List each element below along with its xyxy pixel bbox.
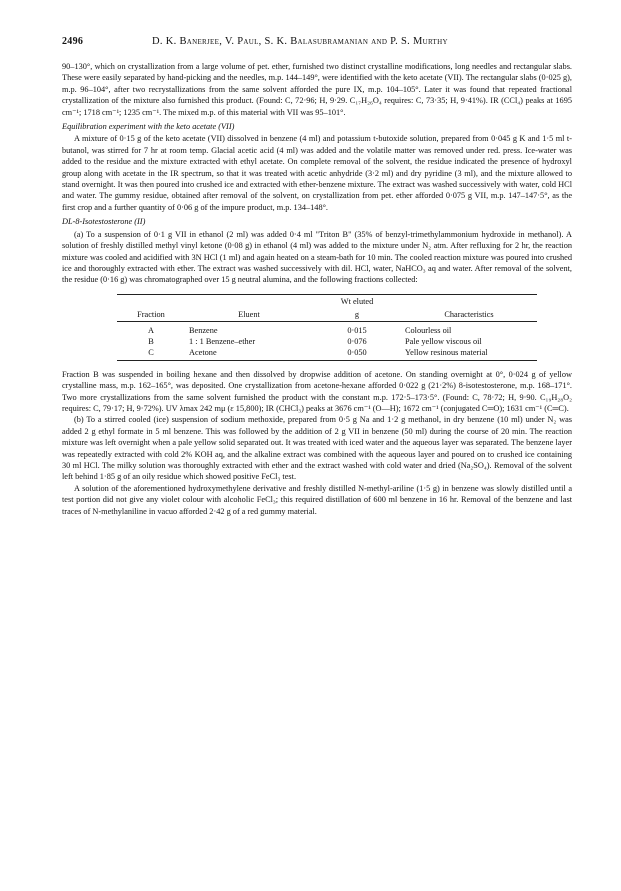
paragraph-continuation: 90–130°, which on crystallization from a large volume of pet. ether, furnished two distinct crystalline modifications, long needles and rectangular slabs. These were easily separated by hand-picking and the needles, m.p. 144–149°, were identified with the keto acetate (VII). The rectangular slabs (0·025 g), m.p. 96–104°, after two recrystallizations from the same solvent afforded the pure IX, m.p. 104–105°. Later it was found that repeated fractional crystallization of the mixture also furnished this product. (Found: C, 72·96; H, 9·29. C₁₇H₂₆O₄ requires: C, 73·35; H, 9·41%). IR (CCl₄) peaks at 1695 cm⁻¹; 1718 cm⁻¹; 1235 cm⁻¹. The mixed m.p. of this material with VII was 95–101°. — [62, 62, 572, 117]
paragraph-equilibration: A mixture of 0·15 g of the keto acetate (VII) dissolved in benzene (4 ml) and potassium t-butoxide solution, prepared from 0·045 g K and 1·5 ml t-butanol, was stirred for 7 hr at room temp. Glacial acetic acid (4 ml) was added and the volatile matter was removed under red. press. Ice-water was added to the residue and the mixture extracted with ethyl acetate. On complete removal of the solvent, the residue indicated the presence of hydroxyl group along with acetate in the IR spectrum, so that it was treated with acetic anhydride (3·2 ml) and dry pyridine (3 ml), and the mixture allowed to stand overnight. It was then poured into crushed ice and extracted with ether-benzene mixture. The extract was washed successively with water, cold HCl and water. The gummy residue, obtained after removal of the solvent, on crystallization from pet. ether afforded 0·075 g VII, m.p. 147–147·5°, as the first crop and a further quantity of 0·06 g of the impure product, m.p. 134–148°. — [62, 134, 572, 212]
paragraph-fraction-b: Fraction B was suspended in boiling hexane and then dissolved by dropwise addition of acetone. On standing overnight at 0°, 0·024 g of yellow crystalline mass, m.p. 162–165°, was deposited. One crystallization from acetone-hexane afforded 0·022 g (21·2%) 8-isotestosterone, m.p. 168–171°. Two more crystallizations from the same solvent furnished the product with the constant m.p. 172·5–173·5°. (Found: C, 78·72; H, 9·90. C₁₉H₂₈O₂ requires: C, 79·17; H, 9·72%). UV λmax 242 mμ (ε 15,800); IR (CHCl₃) peaks at 3676 cm⁻¹ (O—H); 1672 cm⁻¹ (conjugated C═O); 1631 cm⁻¹ (C═C). — [62, 369, 572, 413]
document-page — [62, 36, 572, 517]
header-wt-eluted: Wt eluted — [313, 294, 401, 308]
paragraph-procedure-b: (b) To a stirred cooled (ice) suspension of sodium methoxide, prepared from 0·5 g Na and 1·2 g methanol, in dry benzene (10 ml) under N₂ was added 2 g ethyl formate in 5 ml benzene. This was followed by the addition of 2 g VII in benzene (50 ml) during the course of 20 min. The reaction mixture was left overnight when a pale yellow solid separated out. It was treated with iced water and the aqueous layer was separated. The benzene layer was repeatedly extracted with cold 2% KOH aq, and the alkaline extract was combined with the aqueous layer and poured on to crushed ice containing 30 ml HCl. The milky solution was thoroughly extracted with ether and the extract washed with cold water and dried (Na₂SO₄). Removal of the solvent left behind 1·85 g of an oily residue which showed positive FeCl₃ test. — [62, 415, 572, 482]
table-row: C Acetone 0·050 Yellow resinous material — [117, 347, 537, 361]
paragraph-hydroxymethylene: A solution of the aforementioned hydroxymethylene derivative and freshly distilled N-methyl-ariline (1·5 g) in benzene was slowly distilled until a test portion did not give any violet colour with alcoholic FeCl₃; this required distillation of 600 ml benzene in 16 hr. Removal of the benzene and last traces of N-methylaniline in vacuo afforded 2·42 g of a red gummy material. — [62, 483, 572, 516]
header-eluent: Eluent — [185, 308, 313, 322]
fractions-table — [117, 294, 537, 361]
section-heading-isotestosterone: DL-8-Isotestosterone (II) — [62, 217, 146, 227]
header-wt-unit: g — [313, 308, 401, 322]
table-row: A Benzene 0·015 Colourless oil — [148, 325, 452, 335]
section-heading-equilibration: Equilibration experiment with the keto acetate (VII) — [62, 122, 235, 132]
page-number: 2496 — [62, 36, 84, 47]
paragraph-procedure-a: (a) To a suspension of 0·1 g VII in ethanol (2 ml) was added 0·4 ml "Triton B" (35% of benzyl-trimethylammonium hydroxide in methanol). A solution of freshly distilled methyl vinyl ketone (0·08 g) in ethanol (4 ml) was added to the mixture under N₂ atm. After refluxing for 2 hr, the reaction mixture was cooled and acidified with 3N HCl (1 ml) and again heated on a steam-bath for 10 min. The cooled reaction mixture was poured into crushed ice and thoroughly extracted with ether. The extract was washed successively with dil. HCl, water, NaHCO₃ aq and water. After removal of the solvent, the residue (0·16 g) was chromatographed over 15 g neutral alumina, and the following fractions collected: — [62, 229, 572, 285]
author-line: D. K. Banerjee, V. Paul, S. K. Balasubramanian and P. S. Murthy — [152, 36, 448, 47]
header-characteristics: Characteristics — [401, 308, 537, 322]
running-header — [62, 36, 572, 47]
table-row: B 1 : 1 Benzene–ether 0·076 Pale yellow viscous oil — [148, 336, 482, 346]
header-fraction: Fraction — [117, 308, 185, 322]
